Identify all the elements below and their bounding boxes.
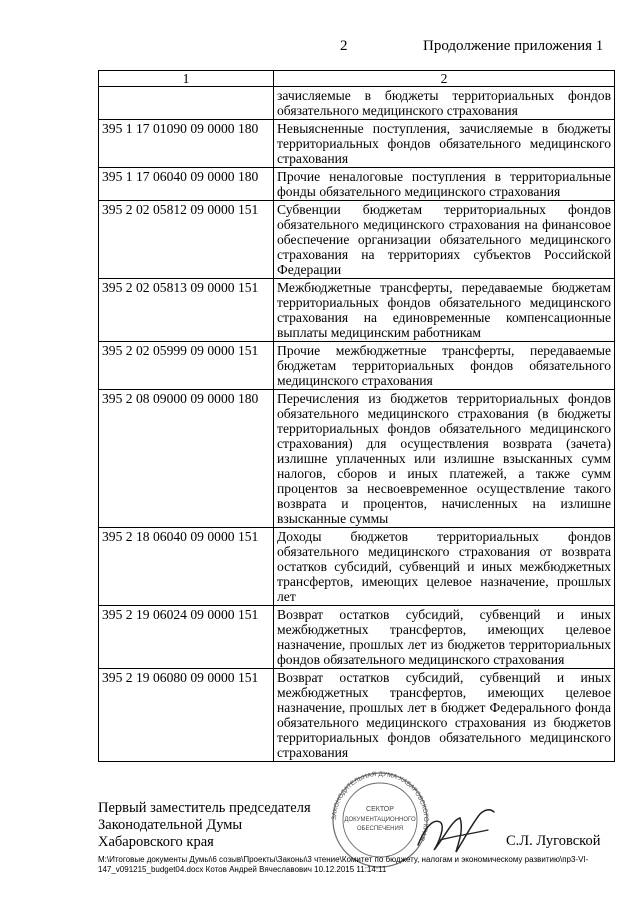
description-cell: Перечисления из бюджетов территориальных фондов обязательного медицинского страхования (в бюджеты территориальных фондов обязательного медицинского страхования) для осуществления возврата (зачета) излишне уплаченных или излишне взысканных сумм налогов, сборов и иных платежей, а также сумм процентов за несвоевременное осуществление такого возврата и процентов, начисленных на излишне взысканные суммы (274, 390, 615, 528)
description-cell: Субвенции бюджетам территориальных фондов обязательного медицинского страхования на финансовое обеспечение организации обязательного медицинского страхования на территориях субъектов Российской Федерации (274, 201, 615, 279)
table-row (99, 279, 615, 342)
description-cell: Возврат остатков субсидий, субвенций и иных межбюджетных трансфертов, имеющих целевое назначение, прошлых лет в бюджет Федерального фонда обязательного медицинского страхования из бюджетов территориальных фондов обязательного медицинского страхования (274, 669, 615, 762)
table-row (99, 606, 615, 669)
description-cell: зачисляемые в бюджеты территориальных фондов обязательного медицинского страхования (274, 87, 615, 120)
description-cell: Прочие межбюджетные трансферты, передаваемые бюджетам территориальных фондов обязательного медицинского страхования (274, 342, 615, 390)
description-cell: Доходы бюджетов территориальных фондов обязательного медицинского страхования от возврата остатков субсидий, субвенций и иных межбюджетных трансфертов, имеющих целевое назначение, прошлых лет (274, 528, 615, 606)
stamp-line-1: СЕКТОР (366, 806, 394, 813)
column-header-2: 2 (274, 71, 615, 87)
signatory-title-line-3: Хабаровского края (98, 834, 214, 850)
budget-code-cell: 395 2 19 06024 09 0000 151 (99, 606, 274, 669)
continuation-heading: Продолжение приложения 1 (423, 38, 604, 54)
budget-code-cell: 395 2 18 06040 09 0000 151 (99, 528, 274, 606)
table-row (99, 528, 615, 606)
table-row (99, 342, 615, 390)
table-row (99, 390, 615, 528)
file-path-line-2: 147_v091215_budget04.docx Котов Андрей Вячеславович 10.12.2015 11:14:11 (98, 865, 387, 874)
description-cell: Возврат остатков субсидий, субвенций и иных межбюджетных трансфертов, имеющих целевое назначение, прошлых лет из бюджетов территориальных фондов обязательного медицинского страхования (274, 606, 615, 669)
table-row (99, 669, 615, 762)
signatory-title-line-1: Первый заместитель председателя (98, 800, 311, 816)
description-cell: Межбюджетные трансферты, передаваемые бюджетам территориальных фондов обязательного медицинского страхования на единовременные компенсационные выплаты медицинским работникам (274, 279, 615, 342)
table-row (99, 168, 615, 201)
column-header-1: 1 (99, 71, 274, 87)
codes-table (98, 70, 615, 762)
signatory-title (98, 800, 311, 851)
description-cell: Невыясненные поступления, зачисляемые в бюджеты территориальных фондов обязательного медицинского страхования (274, 120, 615, 168)
stamp-line-2: ДОКУМЕНТАЦИОННОГО (344, 817, 416, 823)
signatory-title-line-2: Законодательной Думы (98, 817, 243, 833)
budget-code-cell (99, 87, 274, 120)
signatory-name: С.Л. Луговской (506, 833, 601, 849)
budget-code-cell: 395 2 02 05812 09 0000 151 (99, 201, 274, 279)
budget-code-cell: 395 2 19 06080 09 0000 151 (99, 669, 274, 762)
table-row (99, 120, 615, 168)
file-path-line-1: M:\Итоговые документы Думы\6 созыв\Проекты\Законы\3 чтение\Комитет по бюджету, налогам и экономическому развитию\пр3-VI- (98, 855, 589, 864)
budget-code-cell: 395 2 08 09000 09 0000 180 (99, 390, 274, 528)
table-header-row (99, 71, 615, 87)
table-row (99, 87, 615, 120)
budget-code-cell: 395 1 17 01090 09 0000 180 (99, 120, 274, 168)
budget-code-cell: 395 1 17 06040 09 0000 180 (99, 168, 274, 201)
budget-code-cell: 395 2 02 05999 09 0000 151 (99, 342, 274, 390)
file-path-footer (98, 855, 618, 875)
stamp-line-3: ОБЕСПЕЧЕНИЯ (356, 826, 404, 832)
description-cell: Прочие неналоговые поступления в территориальные фонды обязательного медицинского страхования (274, 168, 615, 201)
table-row (99, 201, 615, 279)
page-number: 2 (340, 38, 348, 54)
budget-code-cell: 395 2 02 05813 09 0000 151 (99, 279, 274, 342)
handwritten-signature (410, 800, 505, 860)
stamp-ring-text: ЗАКОНОДАТЕЛЬНАЯ ДУМА ХАБАРОВСКОГО КРАЯ (330, 770, 430, 842)
